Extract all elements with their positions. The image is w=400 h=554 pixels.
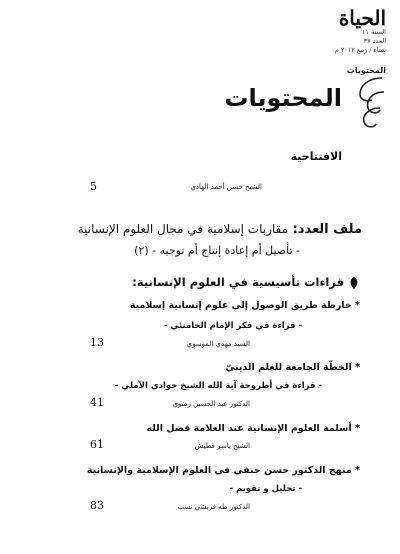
readings-heading: قراءات تأسيسية في العلوم الإنسانية: bbox=[132, 275, 344, 289]
dossier-heading bbox=[78, 222, 362, 237]
dossier-label: ملف العدد: bbox=[292, 222, 362, 237]
issue-number: العدد ٣٧ bbox=[363, 37, 386, 45]
journal-logo: الحياة bbox=[338, 6, 386, 30]
leaf-bullet-icon bbox=[348, 276, 360, 290]
toc-entry-title: * الخطّة الجامعة للعلم الدينيّ bbox=[225, 362, 360, 373]
toc-entry-author: الدكتور عبد الحسين رضوي bbox=[172, 400, 250, 408]
toc-entry-page: 83 bbox=[90, 499, 104, 512]
toc-entry-title: * خارطة طريق الوصول إلى علوم إنسانية إسلامية bbox=[129, 300, 360, 311]
toc-entry-page: 41 bbox=[90, 396, 104, 409]
dossier-title: مقاربات إسلامية في مجال العلوم الإنسانية bbox=[77, 222, 289, 236]
toc-entry-page: 13 bbox=[90, 336, 104, 349]
opening-label: الافتتاحية bbox=[290, 150, 342, 163]
toc-entry-author: السيد مهدي الموسوي bbox=[186, 340, 250, 348]
toc-label: المحتويات bbox=[346, 66, 386, 75]
issue-year: السنة ١١ bbox=[361, 28, 386, 36]
masthead bbox=[296, 8, 386, 55]
toc-entry-subtitle: - قراءة في أطروحة آية الله الشيخ جوادي الآملي - bbox=[114, 381, 322, 391]
dossier-subtitle: - تأصيل أم إعادة إنتاج أم توجيه - (٢) bbox=[134, 244, 300, 257]
decorative-swirl-icon bbox=[346, 74, 390, 132]
page-title: المحتويات bbox=[224, 84, 342, 112]
toc-entry-subtitle: - قراءة في فكر الإمام الخامنئي - bbox=[163, 321, 302, 331]
toc-entry-subtitle: - تحليل و تقويم - bbox=[229, 484, 302, 494]
toc-entry-author: الدكتور طه فريشي نسب bbox=[177, 503, 250, 511]
toc-entry-title: * منهج الدكتور حسن حنفي في العلوم الإسلامية والإنسانية bbox=[86, 465, 360, 476]
toc-entry-author: الشيخ ياسر قطيش bbox=[194, 442, 250, 450]
opening-author: الشيخ حسن أحمد الهادي bbox=[190, 183, 262, 191]
opening-page: 5 bbox=[90, 180, 97, 193]
toc-entry-title: * أسلمة العلوم الإنسانية عند العلامة فضل الله bbox=[146, 423, 360, 434]
issue-date: شتاء / ربيع ٢٠١٢ م bbox=[334, 46, 386, 54]
toc-entry-page: 61 bbox=[90, 438, 104, 451]
